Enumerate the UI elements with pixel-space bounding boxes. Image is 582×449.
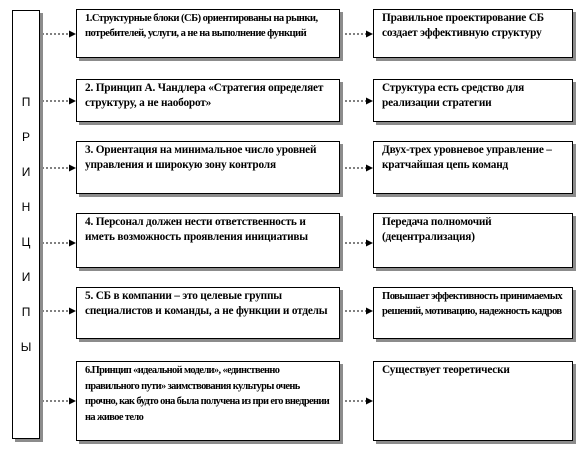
vertical-letter: Р: [21, 130, 30, 144]
principle-text-3: 3. Ориентация на минимальное число уровней управления и широкую зону контроля: [85, 144, 317, 171]
vertical-letter: Н: [21, 200, 31, 214]
result-box-1: [373, 9, 573, 58]
principles-vertical-label: [12, 10, 40, 439]
principle-box-5: [76, 287, 340, 339]
principle-text-4: 4. Персонал должен нести ответственность и иметь возможность проявления инициативы: [85, 216, 308, 243]
result-text-2: Структура есть средство для реализации стратегии: [382, 82, 525, 109]
vertical-letter: Ц: [21, 235, 31, 249]
principle-box-3: [76, 141, 340, 194]
result-box-6: [373, 361, 573, 441]
result-box-5: [373, 287, 573, 339]
result-text-6: Существует теоретически: [382, 364, 510, 376]
principle-text-6: 6.Принцип «идеальной модели», «единственно правильного пути» заимствования культуры очень прочно, как будто она была получена из при его внедрении на живое тело: [85, 365, 330, 423]
principle-text-5: 5. СБ в компании – это целевые группы специалистов и команды, а не функции и отделы: [85, 290, 328, 317]
result-text-5: Повышает эффективность принимаемых решений, мотивацию, надежность кадров: [382, 291, 563, 317]
result-text-4: Передача полномочий (децентрализация): [382, 216, 492, 243]
principle-box-6: [76, 361, 340, 441]
vertical-letter: И: [21, 270, 31, 284]
vertical-letter: Ы: [20, 340, 32, 354]
principle-text-1: 1.Структурные блоки (СБ) ориентированы на рынки, потребителей, услуги, а не на выполнение функций: [85, 13, 318, 39]
principle-text-2: 2. Принцип А. Чандлера «Стратегия определяет структуру, а не наоборот»: [85, 82, 324, 109]
principle-box-2: [76, 79, 340, 122]
vertical-letter: И: [21, 165, 31, 179]
vertical-letter: П: [21, 305, 31, 319]
result-box-3: [373, 141, 573, 194]
result-box-2: [373, 79, 573, 122]
vertical-letter: П: [21, 95, 31, 109]
result-text-3: Двух-трех уровневое управление – кратчайшая цепь команд: [382, 144, 552, 171]
result-box-4: [373, 213, 573, 268]
result-text-1: Правильное проектирование СБ создает эффективную структуру: [382, 12, 544, 39]
principle-box-4: [76, 213, 340, 268]
principle-box-1: [76, 9, 340, 58]
